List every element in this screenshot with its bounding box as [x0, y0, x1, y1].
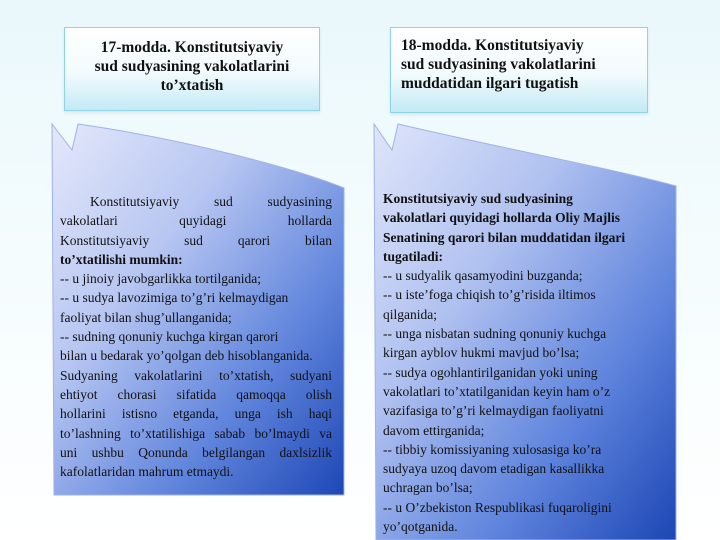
body-line: -- sudya ogohlantirilganidan yoki uning [383, 364, 598, 380]
right-header-line: sud sudyasining vakolatlarini [401, 56, 596, 73]
right-header-line: muddatidan ilgari tugatish [401, 75, 579, 92]
right-header-line: 18-modda. Konstitutsiyaviy [401, 37, 584, 54]
body-line: davom ettirganida; [383, 422, 485, 438]
body-line: uchragan bo’lsa; [383, 480, 473, 496]
body-line: uni ushbu Qonunda belgilangan daxlsizlik [60, 444, 332, 460]
body-line: faoliyat bilan shug’ullanganida; [60, 309, 232, 325]
body-line: kafolatlaridan mahrum etmaydi. [60, 464, 234, 480]
body-line: vakolatlari to’xtatilganidan keyin ham o’z [383, 383, 611, 399]
right-header-box [390, 27, 648, 113]
right-body-text [383, 189, 673, 536]
body-line: qilganida; [383, 306, 437, 322]
body-line: Konstitutsiyaviy sud sudyasining [383, 191, 573, 206]
body-line: to’xtatilishi mumkin: [60, 251, 183, 267]
left-header-line: sud sudyasining vakolatlarini [94, 58, 290, 75]
body-line: tugatiladi: [383, 248, 444, 264]
body-line: -- tibbiy komissiyaning xulosasiga ko’ra [383, 441, 602, 457]
body-line: -- unga nisbatan sudning qonuniy kuchga [383, 326, 607, 342]
body-line: -- u iste’foga chiqish to’g’risida iltimos [383, 287, 596, 303]
body-line: sudyaya uzoq davom etadigan kasallikka [383, 461, 605, 477]
left-header-box [64, 27, 320, 111]
body-line: Senatining qarori bilan muddatidan ilgari [383, 229, 626, 245]
body-line: to’lashning to’xtatilishiga sabab bo’lmaydi va [60, 425, 332, 441]
left-header-line: 17-modda. Konstitutsiyaviy [100, 39, 284, 56]
body-line: Konstitutsiyaviy sud sudyasining [90, 194, 332, 209]
body-line: -- u O’zbekiston Respublikasi fuqaroligini [383, 499, 612, 515]
body-line: vazifasiga to’g’ri kelmaydigan faoliyatni [383, 403, 604, 419]
body-line: kirgan ayblov hukmi mavjud bo’lsa; [383, 345, 580, 361]
body-line: vakolatlari quyidagi hollarda [60, 213, 332, 229]
body-line: yo’qotganida. [383, 519, 458, 535]
left-header-line: to’xtatish [160, 77, 224, 94]
body-line: -- u jinoiy javobgarlikka tortilganida; [60, 271, 261, 287]
body-line: -- u sudya lavozimiga to’g’ri kelmaydigan [60, 290, 289, 306]
left-body-text [60, 192, 332, 481]
body-line: ehtiyot chorasi sifatida qamoqqa olish [60, 386, 332, 402]
body-line: hollarini istisno etganda, unga ish haqi [60, 406, 332, 422]
body-line: Sudyaning vakolatlarini to’xtatish, sudyani [60, 367, 332, 383]
body-line: bilan u bedarak yo’qolgan deb hisoblanganida. [60, 348, 313, 364]
body-line: -- sudning qonuniy kuchga kirgan qarori [60, 329, 279, 345]
body-line: Konstitutsiyaviy sud qarori bilan [60, 232, 332, 248]
body-line: -- u sudyalik qasamyodini buzganda; [383, 268, 583, 284]
body-line: vakolatlari quyidagi hollarda Oliy Majlis [383, 210, 621, 226]
